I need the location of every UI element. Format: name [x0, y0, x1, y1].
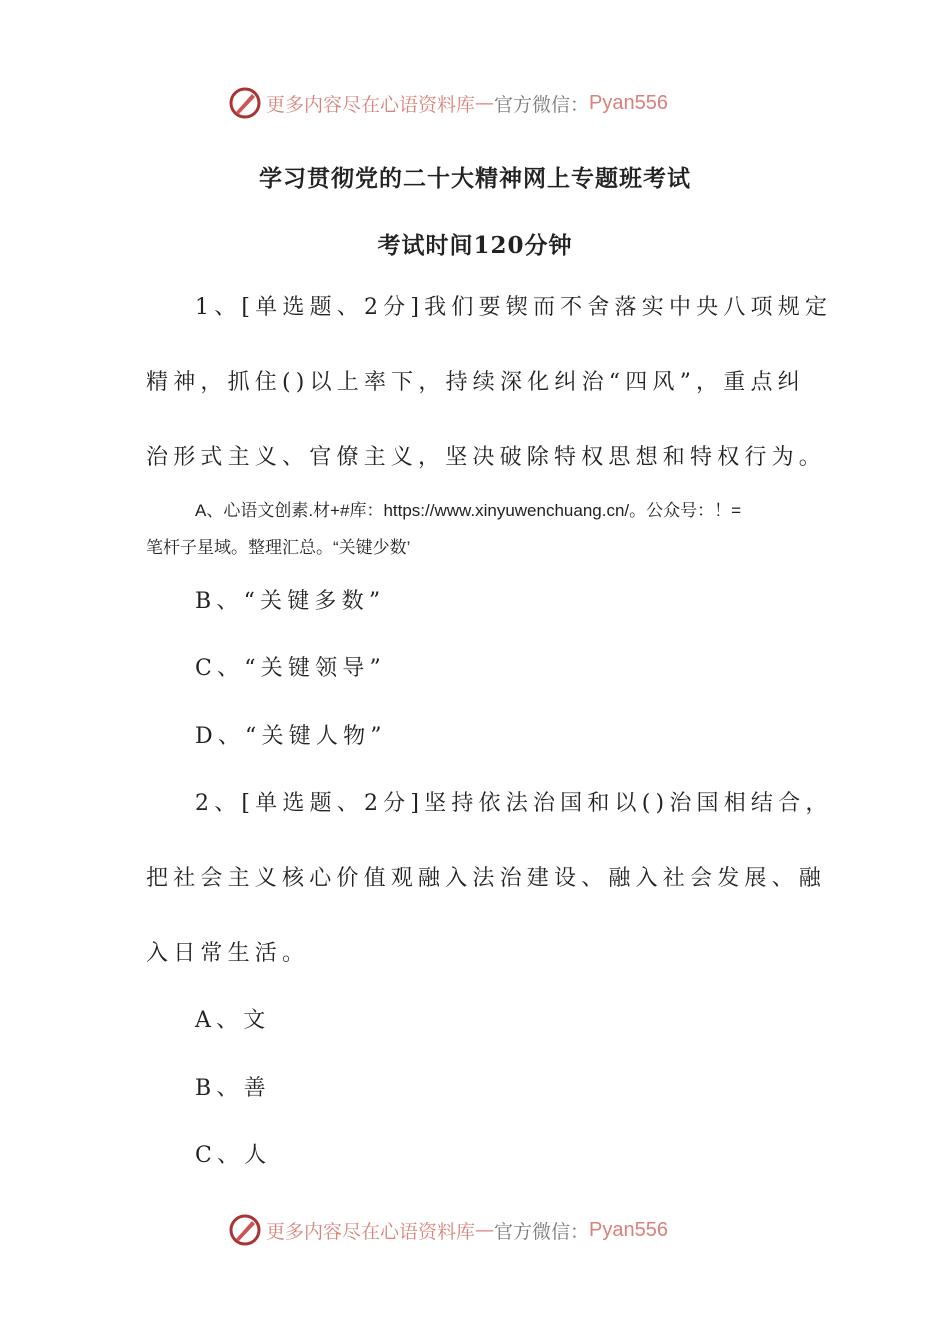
- banner-wechat-label: 官方微信：: [494, 93, 590, 116]
- banner-wechat-label: 官方微信：: [494, 1220, 590, 1243]
- banner-site: 更多内容尽在心语资料库: [266, 93, 476, 116]
- pen-logo-icon: [228, 86, 262, 120]
- banner-site: 更多内容尽在心语资料库: [266, 1220, 476, 1243]
- banner-wechat-id: Pyan556: [589, 91, 668, 114]
- q1-option-b: B、“关键多数”: [195, 589, 386, 614]
- q1-line: 精神，抓住()以上率下，持续深化纠治“四风”，重点纠: [146, 370, 805, 395]
- q1-option-a-cont: 笔杆子星域。整理汇总。“关键少数’: [146, 538, 411, 557]
- q1-option-d: D、“关键人物”: [195, 724, 387, 749]
- q2-line: 入日常生活。: [146, 941, 310, 966]
- q1-option-c: C、“关键领导”: [195, 656, 386, 681]
- header-banner: [228, 83, 668, 123]
- banner-wechat-id: Pyan556: [589, 1218, 668, 1241]
- q2-line: 2、[单选题、2分]坚持依法治国和以()治国相结合，: [195, 791, 833, 816]
- banner-sep: —: [475, 1219, 495, 1241]
- q1-line: 治形式主义、官僚主义，坚决破除特权思想和特权行为。: [146, 445, 827, 470]
- q1-line: 1、[单选题、2分]我们要锲而不舍落实中央八项规定: [195, 295, 833, 320]
- q2-option-a: A、文: [195, 1008, 271, 1033]
- q2-option-b: B、善: [195, 1076, 271, 1101]
- banner-sep: —: [475, 92, 495, 114]
- page-title: 学习贯彻党的二十大精神网上专题班考试: [259, 165, 691, 192]
- exam-duration: 考试时间120分钟: [377, 232, 573, 259]
- q1-option-a: A、心语文创素.材+#库：https://www.xinyuwenchuang.cn/。公众号：！=: [195, 501, 742, 520]
- footer-banner: [228, 1210, 668, 1250]
- q2-option-c: C、人: [195, 1143, 272, 1168]
- q2-line: 把社会主义核心价值观融入法治建设、融入社会发展、融: [146, 866, 827, 891]
- pen-logo-icon: [228, 1213, 262, 1247]
